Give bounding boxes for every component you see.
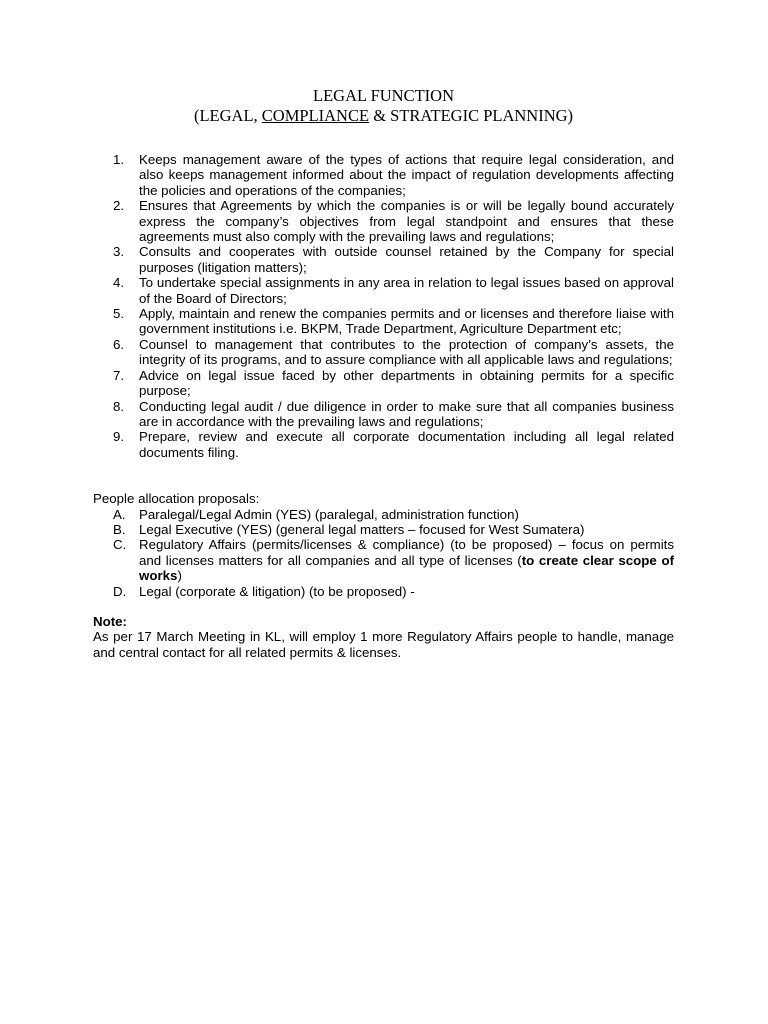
duty-item (93, 244, 674, 275)
allocation-text: Legal (corporate & litigation) (to be proposed) - (139, 583, 415, 599)
note-heading: Note: (93, 613, 127, 629)
title-line-2-underlined: COMPLIANCE (261, 106, 370, 125)
duty-text: Consults and cooperates with outside counsel retained by the Company for special purposes (litigation matters); (139, 244, 674, 275)
allocation-item (93, 584, 674, 599)
duty-item (93, 306, 674, 337)
duty-number: 1. (113, 152, 125, 167)
duty-item (93, 429, 674, 460)
duty-number: 7. (113, 367, 125, 383)
allocation-letter: D. (113, 583, 127, 599)
title-line-1: LEGAL FUNCTION (313, 86, 454, 105)
duty-item (93, 399, 674, 430)
duty-text: Advice on legal issue faced by other departments in obtaining permits for a specific purpose; (139, 367, 674, 399)
duty-item (93, 368, 674, 399)
duty-item (93, 275, 674, 306)
duty-item (93, 152, 674, 198)
duty-text: Prepare, review and execute all corporate documentation including all legal related documents filing. (139, 429, 674, 460)
duty-number: 5. (113, 306, 125, 322)
note-text: As per 17 March Meeting in KL, will employ 1 more Regulatory Affairs people to handle, manage and central contact for all related permits & licenses. (93, 629, 674, 660)
duties-list (93, 152, 674, 460)
allocation-text: Paralegal/Legal Admin (YES) (paralegal, administration function) (139, 506, 519, 522)
duty-text: Conducting legal audit / due diligence in order to make sure that all companies business are in accordance with the prevailing laws and regulations; (139, 398, 674, 429)
duty-number: 6. (113, 336, 125, 352)
allocation-heading: People allocation proposals: (93, 491, 260, 507)
allocation-text: Regulatory Affairs (permits/licenses & compliance) (to be proposed) – focus on permits and licenses matters for all companies and all type of licenses ( (139, 537, 674, 568)
duty-text: Counsel to management that contributes to the protection of company’s assets, the integrity of its programs, and to assure compliance with all applicable laws and regulations; (139, 336, 674, 368)
document-title (93, 86, 674, 126)
duty-number: 8. (113, 398, 125, 414)
duty-item (93, 337, 674, 368)
allocation-item (93, 522, 674, 537)
duty-text: Ensures that Agreements by which the companies is or will be legally bound accurately express the company’s objectives from legal standpoint and ensures that these agreements must also comply with the prevailing laws and regulations; (139, 198, 674, 245)
allocation-list (93, 507, 674, 599)
duty-text: Keeps management aware of the types of actions that require legal consideration, and also keeps management informed about the impact of regulation developments affecting the policies and operations of the companies; (139, 152, 674, 198)
allocation-text-end: ) (177, 568, 182, 584)
allocation-letter: C. (113, 537, 127, 553)
title-line-2-suffix: & STRATEGIC PLANNING) (369, 106, 574, 125)
duty-number: 3. (113, 244, 125, 260)
allocation-item (93, 507, 674, 522)
allocation-letter: B. (113, 521, 126, 537)
allocation-item (93, 537, 674, 583)
duty-number: 4. (113, 275, 125, 291)
duty-number: 9. (113, 429, 125, 445)
duty-text: To undertake special assignments in any area in relation to legal issues based on approval of the Board of Directors; (139, 275, 674, 306)
allocation-bold-text: to create clear scope of works (139, 552, 674, 584)
title-line-2-prefix: (LEGAL, (193, 106, 262, 125)
allocation-letter: A. (113, 506, 126, 522)
duty-number: 2. (113, 198, 125, 214)
duty-item (93, 198, 674, 244)
duty-text: Apply, maintain and renew the companies permits and or licenses and therefore liaise with government institutions i.e. BKPM, Trade Department, Agriculture Department etc; (139, 306, 674, 337)
allocation-text: Legal Executive (YES) (general legal matters – focused for West Sumatera) (139, 521, 585, 537)
document-page (93, 86, 674, 660)
